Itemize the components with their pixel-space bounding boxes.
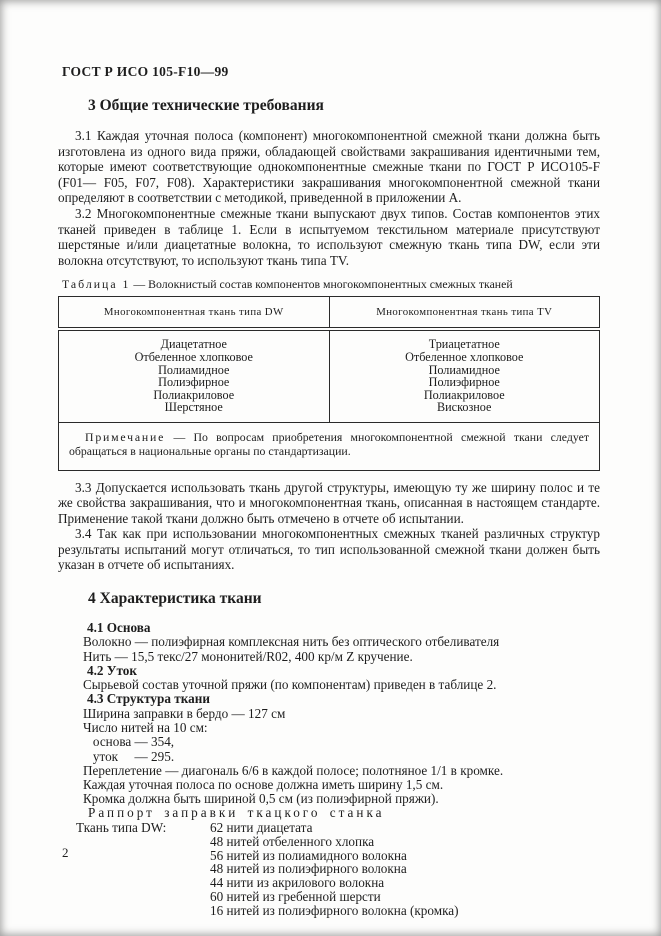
table-1-fibers-dw: [59, 329, 330, 422]
text-line: Число нитей на 10 см:: [83, 720, 208, 736]
thread-list-item: 16 нитей из полиэфирного волокна (кромка): [210, 903, 459, 919]
fabric-type-label: Ткань типа DW:: [76, 819, 167, 835]
table-1-note-text: — По вопросам приобретения многокомпонентной смежной ткани следует обращаться в национальные органы по стандартизации.: [69, 429, 590, 459]
text-line: Сырьевой состав уточной пряжи (по компонентам) приведен в таблице 2.: [83, 677, 497, 693]
fiber-cell-line: Отбеленное хлопковое: [405, 349, 524, 364]
table-1-note-label: Примечание: [85, 429, 166, 444]
running-header: ГОСТ Р ИСО 105-F10—99: [62, 64, 229, 79]
section-4-3-title: 4.3 Структура ткани: [87, 691, 210, 707]
fiber-cell-line: Триацетатное: [428, 337, 500, 352]
table-1-header-tv: Многокомпонентная ткань типа TV: [329, 297, 600, 330]
fiber-cell-line: Отбеленное хлопковое: [134, 349, 253, 364]
page-content: [58, 64, 600, 918]
text-line: Переплетение — диагональ 6/6 в каждой полосе; полотняное 1/1 в кромке.: [83, 762, 504, 778]
table-1-caption-label: Таблица 1: [62, 277, 131, 292]
thread-list: [210, 821, 459, 918]
thread-list-item: 44 нити из акрилового волокна: [210, 875, 385, 891]
thread-list-item: 56 нитей из полиамидного волокна: [210, 847, 407, 863]
text-line: уток — 295.: [83, 748, 175, 764]
section-4-3-lines: [58, 707, 600, 806]
loom-setup-row: [76, 821, 600, 918]
table-1-caption: [62, 278, 600, 291]
fiber-cell-line: Полиамидное: [158, 362, 230, 377]
page-number: 2: [62, 845, 69, 860]
table-1-note: [69, 430, 589, 459]
fiber-cell-line: Шерстяное: [164, 400, 223, 415]
paragraph: 3.3 Допускается использовать ткань другой структуры, имеющую ту же ширину полос и те же свойства закрашивания, что и многокомпонентная ткань, описанная в настоящем стандарте. Применение такой ткани должно быть отмечено в отчете об испытании.: [58, 479, 600, 526]
text-line: Волокно — полиэфирная комплексная нить без оптического отбеливателя: [83, 634, 500, 650]
paragraph: 3.4 Так как при использовании многокомпонентных смежных тканей различных структур результаты испытаний могут отличаться, то тип использованной смежной ткани должен быть указан в отчете об испытаниях.: [58, 526, 600, 573]
fiber-cell-line: Диацетатное: [160, 337, 227, 352]
text-line: Ширина заправки в бердо — 127 см: [83, 705, 286, 721]
section-4-title: 4 Характеристика ткани: [88, 590, 262, 608]
section-4-1-title: 4.1 Основа: [87, 620, 151, 636]
section-4-2-lines: [58, 678, 600, 692]
thread-list-item: 60 нитей из гребенной шерсти: [210, 889, 381, 905]
text-line: Каждая уточная полоса по основе должна иметь ширину 1,5 см.: [83, 776, 444, 792]
fiber-cell-line: Полиамидное: [428, 362, 500, 377]
section-4-1-lines: [58, 635, 600, 663]
fiber-cell-line: Полиакриловое: [153, 387, 235, 402]
section-3-paragraphs-before-table: [58, 128, 600, 268]
paragraph: 3.1 Каждая уточная полоса (компонент) многокомпонентной смежной ткани должна быть изготовлена из одного вида пряжи, обладающей свойствами закрашивания идентичными тем, которые имеют соответствующие однокомпонентные смежные ткани по ГОСТ Р ИСО105-F (F01— F05, F07, F08). Характеристики закрашивания многокомпонентной смежной ткани определяют в соответствии с методикой, приведенной в приложении А.: [58, 128, 600, 206]
table-1-header-dw: Многокомпонентная ткань типа DW: [59, 297, 330, 330]
table-1-fibers-tv: [329, 329, 600, 422]
section-3-title: 3 Общие технические требования: [88, 97, 324, 114]
thread-list-item: 62 нити диацетата: [210, 819, 313, 835]
table-1-header-row: [59, 297, 600, 330]
text-line: основа — 354,: [83, 734, 175, 750]
fiber-cell-line: Полиэфирное: [158, 375, 230, 390]
loom-setup-heading: Раппорт заправки ткацкого станка: [88, 805, 385, 821]
fiber-cell-line: Полиэфирное: [428, 375, 500, 390]
fiber-cell-line: Вискозное: [437, 400, 492, 415]
table-1-caption-text: — Волокнистый состав компонентов многокомпонентных смежных тканей: [133, 277, 513, 292]
text-line: Кромка должна быть шириной 0,5 см (из полиэфирной пряжи).: [83, 791, 439, 807]
table-1-fiber-row: [59, 329, 600, 422]
table-1-note-row: [59, 422, 600, 470]
paragraph: 3.2 Многокомпонентные смежные ткани выпускают двух типов. Состав компонентов этих тканей приведен в таблице 1. Если в испытуемом текстильном материале присутствуют шерстяные и/или диацетатные волокна, то используют смежную ткань типа DW, если эти волокна отсутствуют, то используют ткань типа TV.: [58, 205, 600, 268]
table-1: [58, 296, 600, 470]
text-line: Нить — 15,5 текс/27 мононитей/R02, 400 кр/м Z кручение.: [83, 648, 413, 664]
thread-list-item: 48 нитей из полиэфирного волокна: [210, 861, 407, 877]
table-1-note-cell: [59, 422, 600, 470]
section-4-2-title: 4.2 Уток: [87, 662, 137, 678]
section-3-paragraphs-after-table: [58, 480, 600, 574]
thread-list-item: 48 нитей отбеленного хлопка: [210, 833, 375, 849]
fiber-cell-line: Полиакриловое: [423, 387, 505, 402]
